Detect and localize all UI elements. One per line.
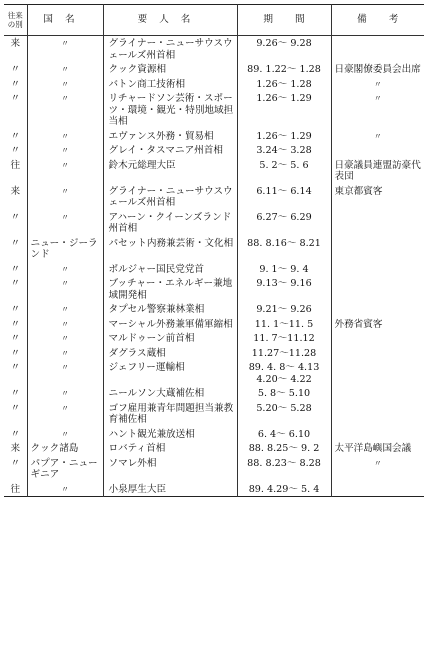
table-row	[4, 331, 424, 346]
cell-country	[27, 62, 103, 77]
cell-direction: 〃	[10, 263, 21, 275]
cell-direction: 〃	[10, 428, 21, 440]
ditto-mark: 〃	[61, 348, 69, 358]
table-row	[4, 386, 424, 401]
cell-period: 88. 8.16～ 8.21	[237, 236, 331, 262]
ditto-mark: 〃	[61, 389, 69, 398]
cell-period: 89. 4. 8～ 4.13 4.20～ 4.22	[237, 360, 331, 386]
cell-direction: 〃	[10, 333, 21, 344]
cell-remarks	[331, 276, 424, 302]
cell-direction: 〃	[10, 347, 21, 359]
cell-country	[27, 302, 103, 317]
cell-period: 11. 7～11.12	[237, 331, 331, 346]
cell-remarks	[331, 360, 424, 386]
ditto-mark: 〃	[61, 403, 69, 413]
cell-country: ニュー・ジーランド	[27, 236, 103, 262]
table-row	[4, 346, 424, 361]
cell-country	[27, 482, 103, 497]
cell-country	[27, 210, 103, 236]
cell-remarks: 外務省賓客	[331, 317, 424, 332]
cell-direction: 〃	[10, 237, 21, 249]
table-row	[4, 482, 424, 497]
table-row	[4, 143, 424, 158]
cell-remarks	[331, 129, 424, 144]
visit-table	[4, 4, 424, 497]
cell-period: 88. 8.25～ 9. 2	[237, 441, 331, 456]
cell-country	[27, 91, 103, 129]
cell-person: リチャードソン芸術・スポーツ・環境・観光・特別地域担当相	[103, 91, 237, 129]
cell-person: ブッチャー・エネルギー兼地域開発相	[103, 276, 237, 302]
cell-person: ハント観光兼放送相	[103, 427, 237, 442]
cell-direction: 〃	[10, 64, 21, 75]
cell-period: 88. 8.23～ 8.28	[237, 456, 331, 482]
cell-person: ロバティ首相	[103, 441, 237, 456]
ditto-mark: 〃	[61, 363, 69, 372]
cell-remarks	[331, 427, 424, 442]
cell-remarks: 日豪閣僚委員会出席	[331, 62, 424, 77]
cell-person: グライナー・ニューサウスウェールズ州首相	[103, 36, 237, 63]
cell-remarks	[331, 482, 424, 497]
table-row	[4, 360, 424, 386]
cell-person: ボルジャー国民党党首	[103, 262, 237, 277]
cell-person: ダグラス蔵相	[103, 346, 237, 361]
table-row	[4, 401, 424, 427]
cell-period: 6. 4～ 6.10	[237, 427, 331, 442]
cell-person: バトン商工技術相	[103, 77, 237, 92]
cell-person: エヴァンス外務・貿易相	[103, 129, 237, 144]
cell-country	[27, 346, 103, 361]
cell-remarks: 東京都賓客	[331, 184, 424, 210]
cell-direction: 〃	[10, 362, 21, 373]
ditto-mark: 〃	[61, 131, 69, 141]
cell-direction: 来	[10, 185, 21, 197]
table-row	[4, 91, 424, 129]
table-row	[4, 129, 424, 144]
cell-person: ゴフ雇用兼青年問題担当兼教育補佐相	[103, 401, 237, 427]
cell-direction: 往	[10, 159, 21, 171]
ditto-mark: 〃	[373, 458, 382, 468]
table-row	[4, 62, 424, 77]
table-row	[4, 36, 424, 63]
ditto-mark: 〃	[61, 65, 69, 74]
cell-country	[27, 158, 103, 184]
header-period: 期間	[237, 5, 331, 36]
header-country: 国名	[27, 5, 103, 36]
cell-direction: 〃	[10, 130, 21, 142]
header-person: 要人名	[103, 5, 237, 36]
cell-person: グレイ・タスマニア州首相	[103, 143, 237, 158]
cell-person: マルドゥーン前首相	[103, 331, 237, 346]
cell-person: ソマレ外相	[103, 456, 237, 482]
cell-period: 9.21～ 9.26	[237, 302, 331, 317]
cell-remarks	[331, 331, 424, 346]
table-row	[4, 158, 424, 184]
cell-period: 89. 4.29～ 5. 4	[237, 482, 331, 497]
table-row	[4, 184, 424, 210]
ditto-mark: 〃	[61, 264, 69, 274]
table-row	[4, 456, 424, 482]
cell-period: 89. 1.22～ 1.28	[237, 62, 331, 77]
cell-period: 3.24～ 3.28	[237, 143, 331, 158]
ditto-mark: 〃	[373, 131, 382, 141]
cell-remarks	[331, 302, 424, 317]
header-remarks: 備考	[331, 5, 424, 36]
cell-person: タプセル警察兼林業相	[103, 302, 237, 317]
table-body	[4, 36, 424, 497]
cell-direction: 〃	[10, 304, 21, 315]
table-row	[4, 302, 424, 317]
cell-person: アハーン・クイーンズランド州首相	[103, 210, 237, 236]
cell-direction: 往	[10, 483, 21, 495]
ditto-mark: 〃	[61, 94, 69, 103]
cell-remarks	[331, 91, 424, 129]
cell-country	[27, 360, 103, 386]
cell-person: マーシャル外務兼軍備軍縮相	[103, 317, 237, 332]
cell-direction: 〃	[10, 211, 21, 223]
cell-country	[27, 401, 103, 427]
cell-direction: 〃	[10, 93, 21, 104]
cell-remarks	[331, 236, 424, 262]
ditto-mark: 〃	[61, 279, 69, 288]
ditto-mark: 〃	[61, 39, 69, 48]
cell-direction: 〃	[10, 145, 21, 156]
cell-country	[27, 331, 103, 346]
ditto-mark: 〃	[373, 79, 382, 89]
ditto-mark: 〃	[61, 160, 69, 170]
ditto-mark: 〃	[61, 186, 69, 196]
cell-person: グライナー・ニューサウスウェールズ州首相	[103, 184, 237, 210]
header-direction: 往来の別	[4, 5, 27, 36]
cell-direction: 〃	[10, 388, 21, 399]
cell-country	[27, 427, 103, 442]
cell-country	[27, 143, 103, 158]
ditto-mark: 〃	[61, 146, 69, 155]
cell-period: 11.27～11.28	[237, 346, 331, 361]
cell-period: 9. 1～ 9. 4	[237, 262, 331, 277]
ditto-mark: 〃	[61, 212, 69, 222]
cell-remarks	[331, 401, 424, 427]
cell-direction: 〃	[10, 457, 21, 469]
ditto-mark: 〃	[61, 305, 69, 314]
cell-period: 11. 1～11. 5	[237, 317, 331, 332]
table-row	[4, 276, 424, 302]
cell-person: ニールソン大蔵補佐相	[103, 386, 237, 401]
table-row	[4, 236, 424, 262]
cell-period: 5. 2～ 5. 6	[237, 158, 331, 184]
cell-person: パセット内務兼芸術・文化相	[103, 236, 237, 262]
cell-person: ジェフリー運輸相	[103, 360, 237, 386]
ditto-mark: 〃	[61, 79, 69, 89]
cell-country	[27, 317, 103, 332]
cell-remarks	[331, 386, 424, 401]
cell-direction: 来	[10, 443, 21, 454]
cell-remarks	[331, 346, 424, 361]
table-row	[4, 210, 424, 236]
cell-period: 6.27～ 6.29	[237, 210, 331, 236]
cell-remarks: 太平洋島嶼国会議	[331, 441, 424, 456]
cell-remarks	[331, 77, 424, 92]
table-row	[4, 427, 424, 442]
cell-person: 鈴木元総理大臣	[103, 158, 237, 184]
ditto-mark: 〃	[61, 319, 69, 329]
cell-remarks: 日豪議員連盟訪豪代表団	[331, 158, 424, 184]
cell-country	[27, 184, 103, 210]
table-row	[4, 317, 424, 332]
cell-period: 9.26～ 9.28	[237, 36, 331, 63]
cell-period: 5. 8～ 5.10	[237, 386, 331, 401]
table-row	[4, 77, 424, 92]
cell-remarks	[331, 210, 424, 236]
cell-country	[27, 386, 103, 401]
cell-direction: 〃	[10, 318, 21, 330]
ditto-mark: 〃	[61, 484, 69, 494]
cell-direction: 来	[10, 38, 21, 49]
ditto-mark: 〃	[373, 94, 382, 103]
cell-period: 1.26～ 1.29	[237, 129, 331, 144]
cell-period: 9.13～ 9.16	[237, 276, 331, 302]
cell-remarks	[331, 262, 424, 277]
cell-period: 1.26～ 1.28	[237, 77, 331, 92]
cell-country: パプア・ニューギニア	[27, 456, 103, 482]
ditto-mark: 〃	[61, 334, 69, 343]
cell-period: 1.26～ 1.29	[237, 91, 331, 129]
cell-direction: 〃	[10, 278, 21, 289]
cell-direction: 〃	[10, 402, 21, 414]
cell-remarks	[331, 36, 424, 63]
cell-period: 6.11～ 6.14	[237, 184, 331, 210]
table-row	[4, 262, 424, 277]
ditto-mark: 〃	[61, 429, 69, 439]
cell-remarks	[331, 456, 424, 482]
cell-person: クック資源相	[103, 62, 237, 77]
table-row	[4, 441, 424, 456]
cell-country	[27, 129, 103, 144]
header-row	[4, 5, 424, 36]
cell-country	[27, 36, 103, 63]
cell-country	[27, 262, 103, 277]
cell-person: 小泉厚生大臣	[103, 482, 237, 497]
cell-remarks	[331, 143, 424, 158]
cell-country: クック諸島	[27, 441, 103, 456]
cell-country	[27, 77, 103, 92]
cell-period: 5.20～ 5.28	[237, 401, 331, 427]
cell-country	[27, 276, 103, 302]
cell-direction: 〃	[10, 78, 21, 90]
